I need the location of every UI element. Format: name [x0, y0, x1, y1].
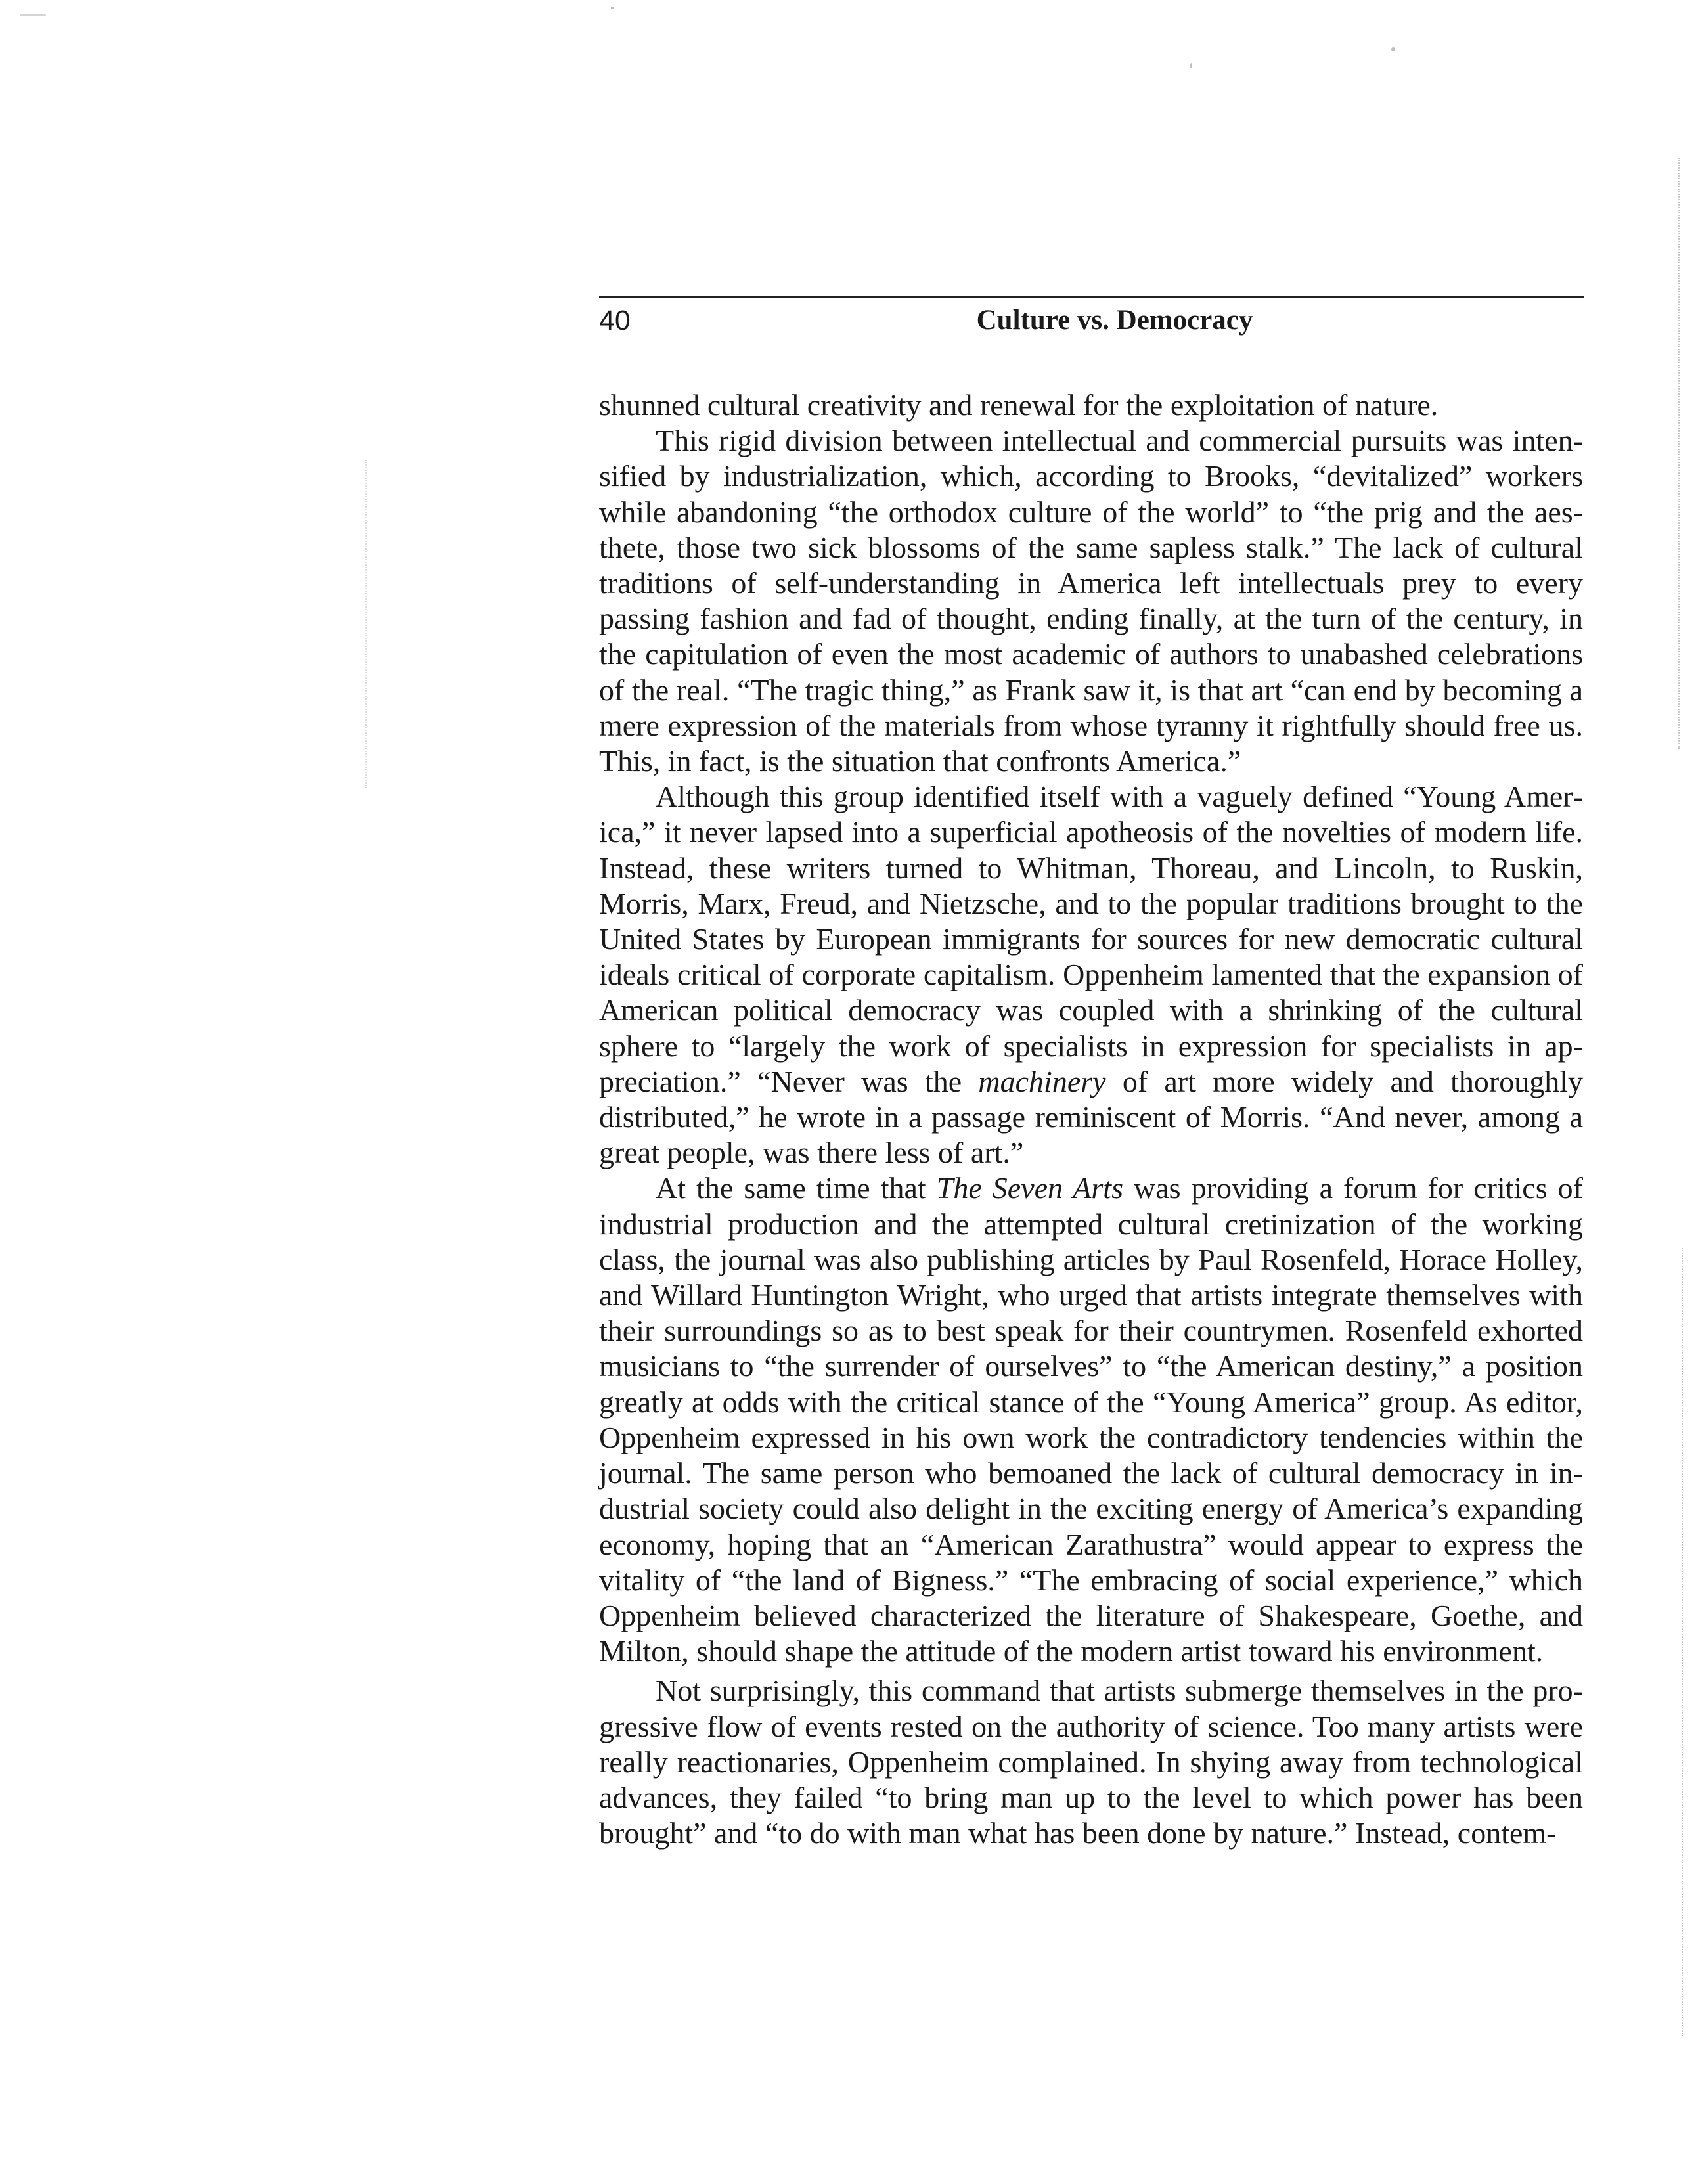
- paragraph-5-text: Not surprisingly, this command that artists submerge themselves in the progressive flow of events rested on the authority of science. Too many artists were really reactionaries, Oppenheim complained. In shying away from technological advances, they failed “to bring man up to the level to which power has been brought” and “to do with man what has been done by nature.” Instead, contem-: [599, 1674, 1583, 1850]
- page-number: 40: [599, 305, 631, 336]
- running-head: [599, 301, 1584, 340]
- paragraph-4-italic: The Seven Arts: [936, 1171, 1123, 1205]
- paragraph-1-text: shunned cultural creativity and renewal for the exploitation of nature.: [599, 388, 1439, 422]
- scan-speck: [20, 14, 46, 16]
- scan-speck: [611, 7, 614, 9]
- scan-speck: [1190, 63, 1192, 68]
- paragraph-4: [599, 1170, 1583, 1669]
- header-rule: [599, 296, 1584, 298]
- paragraph-3-text-b: of art more widely and thoroughly distributed,” he wrote in a passage reminiscent of Morris. “And never, among a great people, was there less of art.”: [599, 1064, 1584, 1170]
- paragraph-3: [599, 779, 1583, 1170]
- paragraph-2-text: This rigid division between intellectual and commercial pursuits was intensified by industrialization, which, according to Brooks, “devitalized” workers while abandoning “the orthodox culture of the world” to “the prig and the aesthete, those two sick blossoms of the same sapless stalk.” The lack of cultural traditions of self-understanding in America left intellectuals prey to every passing fashion and fad of thought, ending finally, at the turn of the century, in the capitulation of even the most academic of authors to unabashed celebrations of the real. “The tragic thing,” as Frank saw it, is that art “can end by becoming a mere expression of the materials from whose tyranny it rightfully should free us. This, in fact, is the situation that confronts America.”: [599, 424, 1583, 778]
- paragraph-2: [599, 423, 1583, 779]
- paragraph-1: [599, 388, 1583, 423]
- scan-edge-noise: [365, 460, 370, 788]
- paragraph-3-italic: machinery: [978, 1064, 1106, 1098]
- scan-edge-noise: [1682, 1248, 1687, 2036]
- paragraph-3-text-a: Although this group identified itself with a vaguely defined “Young America,” it never lapsed into a superficial apotheosis of the novelties of modern life. Instead, these writers turned to Whitman, Thoreau, and Lincoln, to Ruskin, Morris, Marx, Freud, and Nietzsche, and to the popular traditions brought to the United States by European immigrants for sources for new democratic cultural ideals critical of corporate capitalism. Oppenheim lamented that the expansion of American political democracy was coupled with a shrinking of the cultural sphere to “largely the work of specialists in expression for specialists in appreciation.” “Never was the: [599, 780, 1583, 1098]
- body-text: [599, 388, 1583, 1851]
- scan-speck: [1391, 47, 1395, 51]
- paragraph-5: [599, 1673, 1583, 1851]
- scan-edge-noise: [1678, 158, 1684, 749]
- paragraph-4-text-b: was providing a forum for critics of industrial production and the attempted cultural cretinization of the working class, the journal was also publishing articles by Paul Rosenfeld, Horace Holley, and Willard Huntington Wright, who urged that artists integrate themselves with their surroundings so as to best speak for their countrymen. Rosenfeld exhorted musicians to “the surrender of ourselves” to “the American destiny,” a position greatly at odds with the critical stance of the “Young America” group. As editor, Oppenheim expressed in his own work the contradictory tendencies within the journal. The same person who bemoaned the lack of cultural democracy in industrial society could also delight in the exciting energy of America’s expanding economy, hoping that an “American Zarathustra” would appear to express the vitality of “the land of Bigness.” “The embracing of social experience,” which Oppenheim believed characterized the literature of Shakespeare, Goethe, and Milton, should shape the attitude of the modern artist toward his environment.: [599, 1171, 1583, 1668]
- running-title: Culture vs. Democracy: [976, 305, 1253, 336]
- paragraph-4-text-a: At the same time that: [656, 1171, 937, 1205]
